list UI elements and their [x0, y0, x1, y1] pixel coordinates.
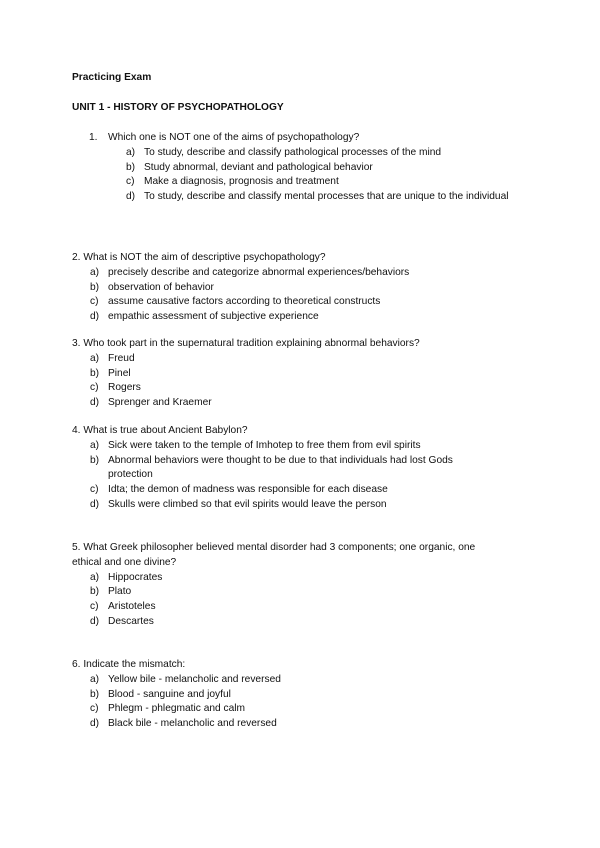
option-a: [72, 673, 502, 688]
option-a: [72, 571, 502, 586]
option-text: Yellow bile - melancholic and reversed: [108, 673, 281, 685]
option-c: [72, 381, 502, 396]
option-text: empathic assessment of subjective experience: [108, 311, 319, 323]
option-text: Rogers: [108, 382, 141, 394]
option-label: d): [126, 191, 136, 203]
question-text: 4. What is true about Ancient Babylon?: [72, 425, 248, 436]
option-a: [72, 266, 502, 281]
option-label: b): [90, 454, 100, 466]
option-a: [72, 439, 502, 454]
option-label: d): [90, 397, 100, 409]
option-b: [72, 688, 502, 703]
option-text: Phlegm - phlegmatic and calm: [108, 703, 246, 715]
option-b: [72, 585, 502, 600]
question-text: 5. What Greek philosopher believed mental disorder had 3 components; one organic, one ethical and one divine?: [72, 542, 476, 568]
option-text: To study, describe and classify mental processes that are unique to the individual: [144, 191, 509, 203]
option-label: a): [126, 146, 136, 158]
option-text: Hippocrates: [108, 571, 163, 583]
option-label: d): [90, 718, 100, 730]
option-list: [72, 266, 502, 325]
option-b: [72, 454, 502, 484]
option-text: Skulls were climbed so that evil spirits would leave the person: [108, 498, 387, 510]
option-d: [72, 310, 502, 325]
option-label: b): [90, 281, 100, 293]
question-number: 1.: [89, 132, 98, 143]
option-d: [72, 615, 502, 630]
option-d: [72, 190, 509, 205]
question-1: [72, 131, 509, 205]
option-text: Aristoteles: [108, 601, 156, 613]
option-d: [72, 717, 502, 732]
option-label: c): [126, 176, 135, 188]
option-label: b): [90, 688, 100, 700]
question-text: 3. Who took part in the supernatural tradition explaining abnormal behaviors?: [72, 338, 420, 349]
option-text: Make a diagnosis, prognosis and treatment: [144, 176, 339, 188]
option-a: [72, 352, 502, 367]
option-text: Sprenger and Kraemer: [108, 397, 212, 409]
option-b: [72, 367, 502, 382]
page-title: Practicing Exam: [72, 72, 152, 83]
option-label: a): [90, 266, 100, 278]
option-b: [72, 281, 502, 296]
unit-heading: UNIT 1 - HISTORY OF PSYCHOPATHOLOGY: [72, 102, 284, 113]
question-3: [72, 337, 502, 411]
option-label: c): [90, 296, 99, 308]
option-c: [72, 295, 502, 310]
option-b: [72, 161, 502, 176]
option-c: [72, 702, 502, 717]
option-list: [72, 571, 502, 630]
option-c: [72, 600, 502, 615]
option-label: b): [90, 367, 100, 379]
option-c: [72, 483, 502, 498]
option-text: Plato: [108, 586, 132, 598]
option-list: [72, 352, 502, 411]
option-text: To study, describe and classify pathological processes of the mind: [144, 146, 442, 158]
option-label: d): [90, 615, 100, 627]
question-text: 2. What is NOT the aim of descriptive psychopathology?: [72, 252, 326, 263]
option-label: c): [90, 601, 99, 613]
option-label: c): [90, 484, 99, 496]
question-4: [72, 424, 502, 513]
option-list: [72, 146, 509, 205]
option-text: Freud: [108, 352, 135, 364]
option-text: Black bile - melancholic and reversed: [108, 718, 277, 730]
question-6: [72, 658, 502, 732]
option-label: a): [90, 439, 100, 451]
option-label: c): [90, 382, 99, 394]
option-label: b): [126, 161, 136, 173]
option-label: a): [90, 352, 100, 364]
question-5: [72, 541, 502, 630]
option-text: precisely describe and categorize abnormal experiences/behaviors: [108, 266, 410, 278]
option-label: c): [90, 703, 99, 715]
option-text: Idta; the demon of madness was responsible for each disease: [108, 484, 388, 496]
option-label: a): [90, 673, 100, 685]
option-text: Study abnormal, deviant and pathological behavior: [144, 161, 373, 173]
option-list: [72, 673, 502, 732]
option-text: Descartes: [108, 615, 154, 627]
option-label: d): [90, 498, 100, 510]
option-a: [72, 146, 502, 161]
option-d: [72, 396, 502, 411]
option-text: assume causative factors according to theoretical constructs: [108, 296, 381, 308]
option-list: [72, 439, 502, 513]
option-label: a): [90, 571, 100, 583]
question-text: 6. Indicate the mismatch:: [72, 659, 186, 670]
option-c: [72, 175, 502, 190]
question-2: [72, 251, 502, 325]
option-text: Blood - sanguine and joyful: [108, 688, 231, 700]
option-text: observation of behavior: [108, 281, 214, 293]
option-text: Pinel: [108, 367, 131, 379]
option-label: b): [90, 586, 100, 598]
option-text: Sick were taken to the temple of Imhotep to free them from evil spirits: [108, 439, 421, 451]
option-d: [72, 498, 502, 513]
option-label: d): [90, 311, 100, 323]
question-stem: [72, 131, 502, 146]
question-text: Which one is NOT one of the aims of psychopathology?: [108, 132, 360, 143]
option-text: Abnormal behaviors were thought to be due to that individuals had lost Gods protection: [108, 454, 453, 481]
